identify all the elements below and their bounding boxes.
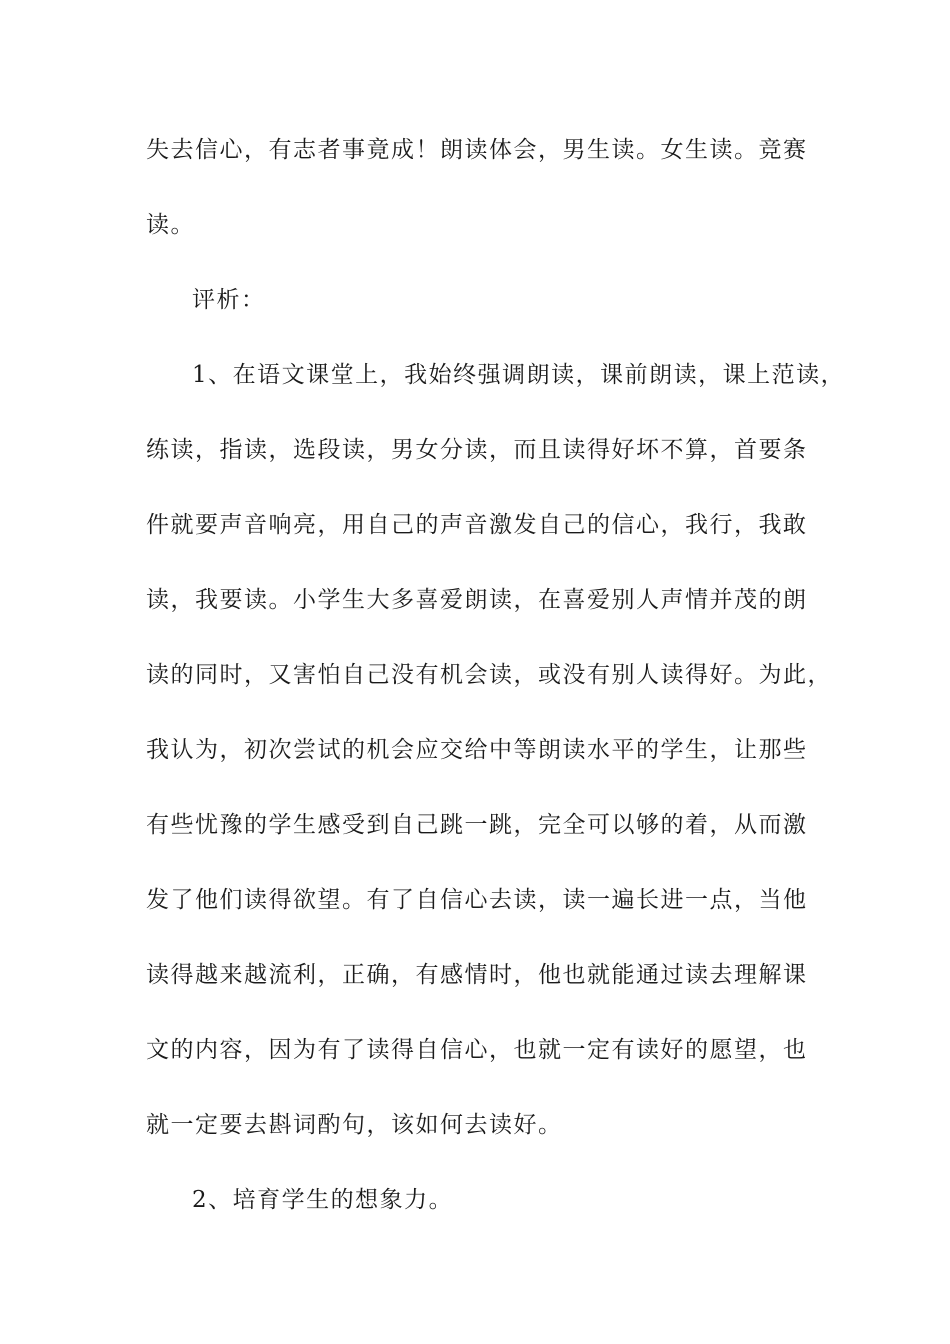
text-line-6: 件就要声音响亮，用自己的声音激发自己的信心，我行，我敢	[146, 512, 808, 538]
text-line-8: 读的同时，又害怕自己没有机会读，或没有别人读得好。为此，	[146, 662, 832, 688]
text-line-10: 有些忧豫的学生感受到自己跳一跳，完全可以够的着，从而激	[146, 812, 808, 838]
text-line-4: 1、在语文课堂上，我始终强调朗读，课前朗读，课上范读，	[192, 362, 846, 388]
text-line-14: 就一定要去斟词酌句，该如何去读好。	[146, 1112, 563, 1138]
text-line-7: 读，我要读。小学生大多喜爱朗读，在喜爱别人声情并茂的朗	[146, 587, 808, 613]
text-line-12: 读得越来越流利，正确，有感情时，他也就能通过读去理解课	[146, 962, 808, 988]
section-heading-analysis: 评析：	[192, 287, 266, 313]
text-line-13: 文的内容，因为有了读得自信心，也就一定有读好的愿望，也	[146, 1037, 808, 1063]
text-line-1: 失去信心，有志者事竟成！朗读体会，男生读。女生读。竞赛	[146, 137, 808, 163]
text-line-2: 读。	[146, 212, 195, 238]
text-line-9: 我认为，初次尝试的机会应交给中等朗读水平的学生，让那些	[146, 737, 808, 763]
text-line-5: 练读，指读，选段读，男女分读，而且读得好坏不算，首要条	[146, 437, 808, 463]
text-line-11: 发了他们读得欲望。有了自信心去读，读一遍长进一点，当他	[146, 887, 808, 913]
section-heading-imagination: 2、培育学生的想象力。	[192, 1187, 454, 1213]
